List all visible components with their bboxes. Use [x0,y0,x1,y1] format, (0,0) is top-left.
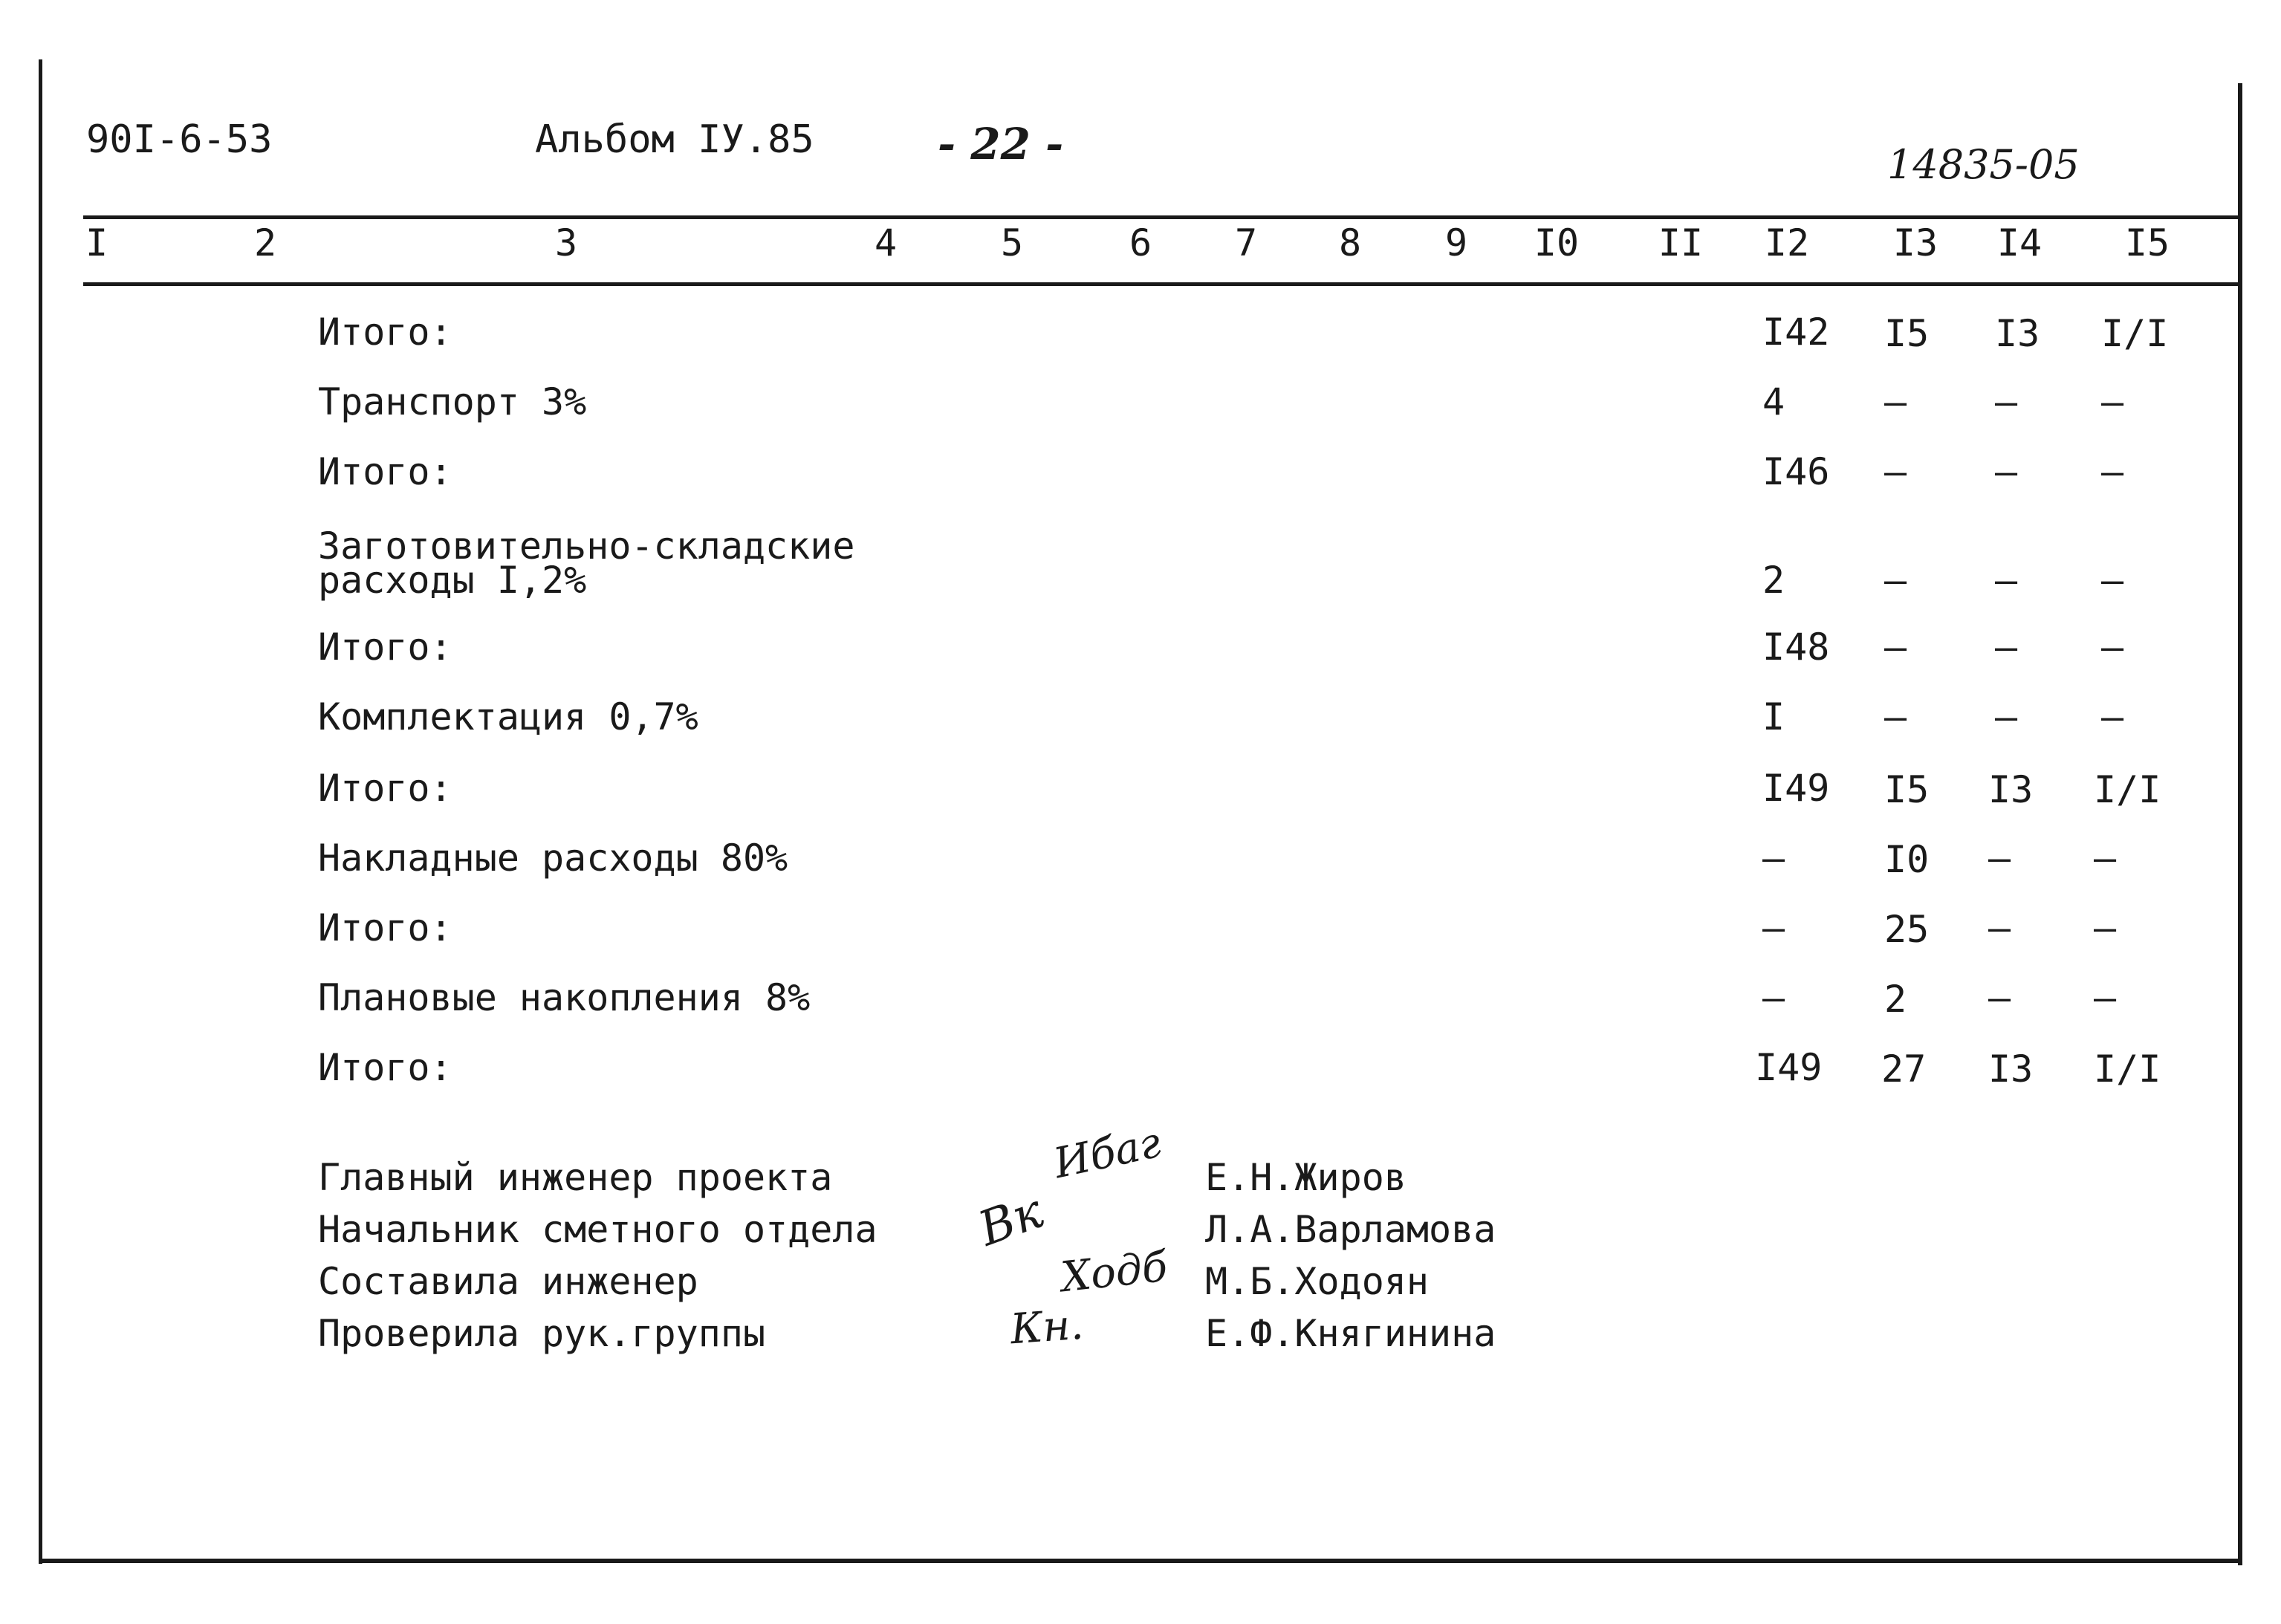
col13-value: 25 [1884,908,1930,951]
column-header: 2 [253,221,277,264]
col14-value: – [1988,837,2011,880]
row-label: Накладные расходы 80% [318,837,788,880]
col12-value: – [1762,837,1785,880]
col13-value: – [1884,450,1907,493]
col14-value: – [1995,559,2018,602]
col12-value: I42 [1762,311,1830,354]
header-bottom-rule [83,282,2238,286]
signer-name: Е.Н.Жиров [1205,1156,1406,1199]
frame-bottom-border [39,1559,2242,1563]
col14-value: I3 [1988,768,2034,811]
col12-value: 4 [1762,380,1785,423]
signer-name: Л.А.Варламова [1205,1208,1496,1251]
column-header: II [1658,221,1704,264]
col14-value: I3 [1995,312,2040,355]
frame-right-border [2238,83,2242,1565]
signer-name: М.Б.Ходоян [1205,1260,1430,1303]
col13-value: I5 [1884,768,1930,811]
col14-value: – [1988,976,2011,1019]
col12-value: I49 [1755,1046,1823,1089]
col14-value: – [1995,380,2018,423]
row-label: Транспорт 3% [318,380,587,423]
column-header: 3 [554,221,578,264]
col15-value: – [2094,906,2117,949]
col15-value: I/I [2094,1048,2161,1091]
col15-value: – [2101,626,2124,669]
column-header: I5 [2124,221,2170,264]
column-header: 8 [1338,221,1362,264]
row-label: Итого: [318,1046,452,1089]
signer-name: Е.Ф.Княгинина [1205,1312,1496,1355]
page-number: - 22 - [938,119,1064,169]
col13-value: – [1884,559,1907,602]
album-number: Альбом IУ.85 [535,117,814,162]
col12-value: I [1762,695,1785,738]
column-header: 7 [1234,221,1258,264]
header-top-rule [83,215,2238,219]
col13-value: 2 [1884,978,1907,1021]
col12-value: – [1762,976,1785,1019]
col13-value: – [1884,626,1907,669]
sheet-number: 14835-05 [1887,141,2080,188]
col13-value: – [1884,695,1907,738]
col12-value: I48 [1762,626,1830,669]
handwritten-signature: Кн. [1008,1300,1086,1354]
signer-role: Проверила рук.группы [318,1312,766,1355]
column-header: 4 [874,221,898,264]
signer-role: Начальник сметного отдела [318,1208,877,1251]
row-label: Плановые накопления 8% [318,976,811,1019]
col15-value: – [2101,695,2124,738]
col14-value: I3 [1988,1048,2034,1091]
col14-value: – [1988,906,2011,949]
row-label: Итого: [318,906,452,949]
col15-value: I/I [2101,312,2169,355]
row-label: Итого: [318,626,452,669]
col13-value: I0 [1884,838,1930,881]
row-label: Комплектация 0,7% [318,695,698,738]
col15-value: – [2094,837,2117,880]
handwritten-signature: Ходб [1058,1242,1170,1302]
column-header: I [85,221,108,264]
col15-value: – [2094,976,2117,1019]
row-label: Итого: [318,311,452,354]
col13-value: 27 [1881,1048,1927,1091]
document-code: 90I-6-53 [86,117,273,162]
handwritten-signature: Вк [971,1183,1051,1258]
signer-role: Главный инженер проекта [318,1156,833,1199]
col14-value: – [1995,626,2018,669]
signer-role: Составила инженер [318,1260,698,1303]
col15-value: – [2101,380,2124,423]
handwritten-signature: Ибаг [1049,1118,1165,1189]
col13-value: I5 [1884,312,1930,355]
column-header: I2 [1764,221,1810,264]
row-label-continuation: расходы I,2% [318,559,587,602]
column-header: 9 [1444,221,1468,264]
col12-value: I49 [1762,767,1830,810]
column-header: I3 [1892,221,1938,264]
col12-value: – [1762,906,1785,949]
row-label: Итого: [318,450,452,493]
row-label: Итого: [318,767,452,810]
col15-value: – [2101,450,2124,493]
col12-value: I46 [1762,450,1830,493]
col14-value: – [1995,450,2018,493]
frame-left-border [39,59,42,1564]
column-header: I0 [1534,221,1580,264]
col15-value: I/I [2094,768,2161,811]
col13-value: – [1884,380,1907,423]
column-header: 6 [1129,221,1152,264]
col12-value: 2 [1762,559,1785,602]
col14-value: – [1995,695,2018,738]
column-header: 5 [1000,221,1024,264]
row-label: Заготовительно-складские [318,524,855,568]
col15-value: – [2101,559,2124,602]
column-header: I4 [1996,221,2042,264]
